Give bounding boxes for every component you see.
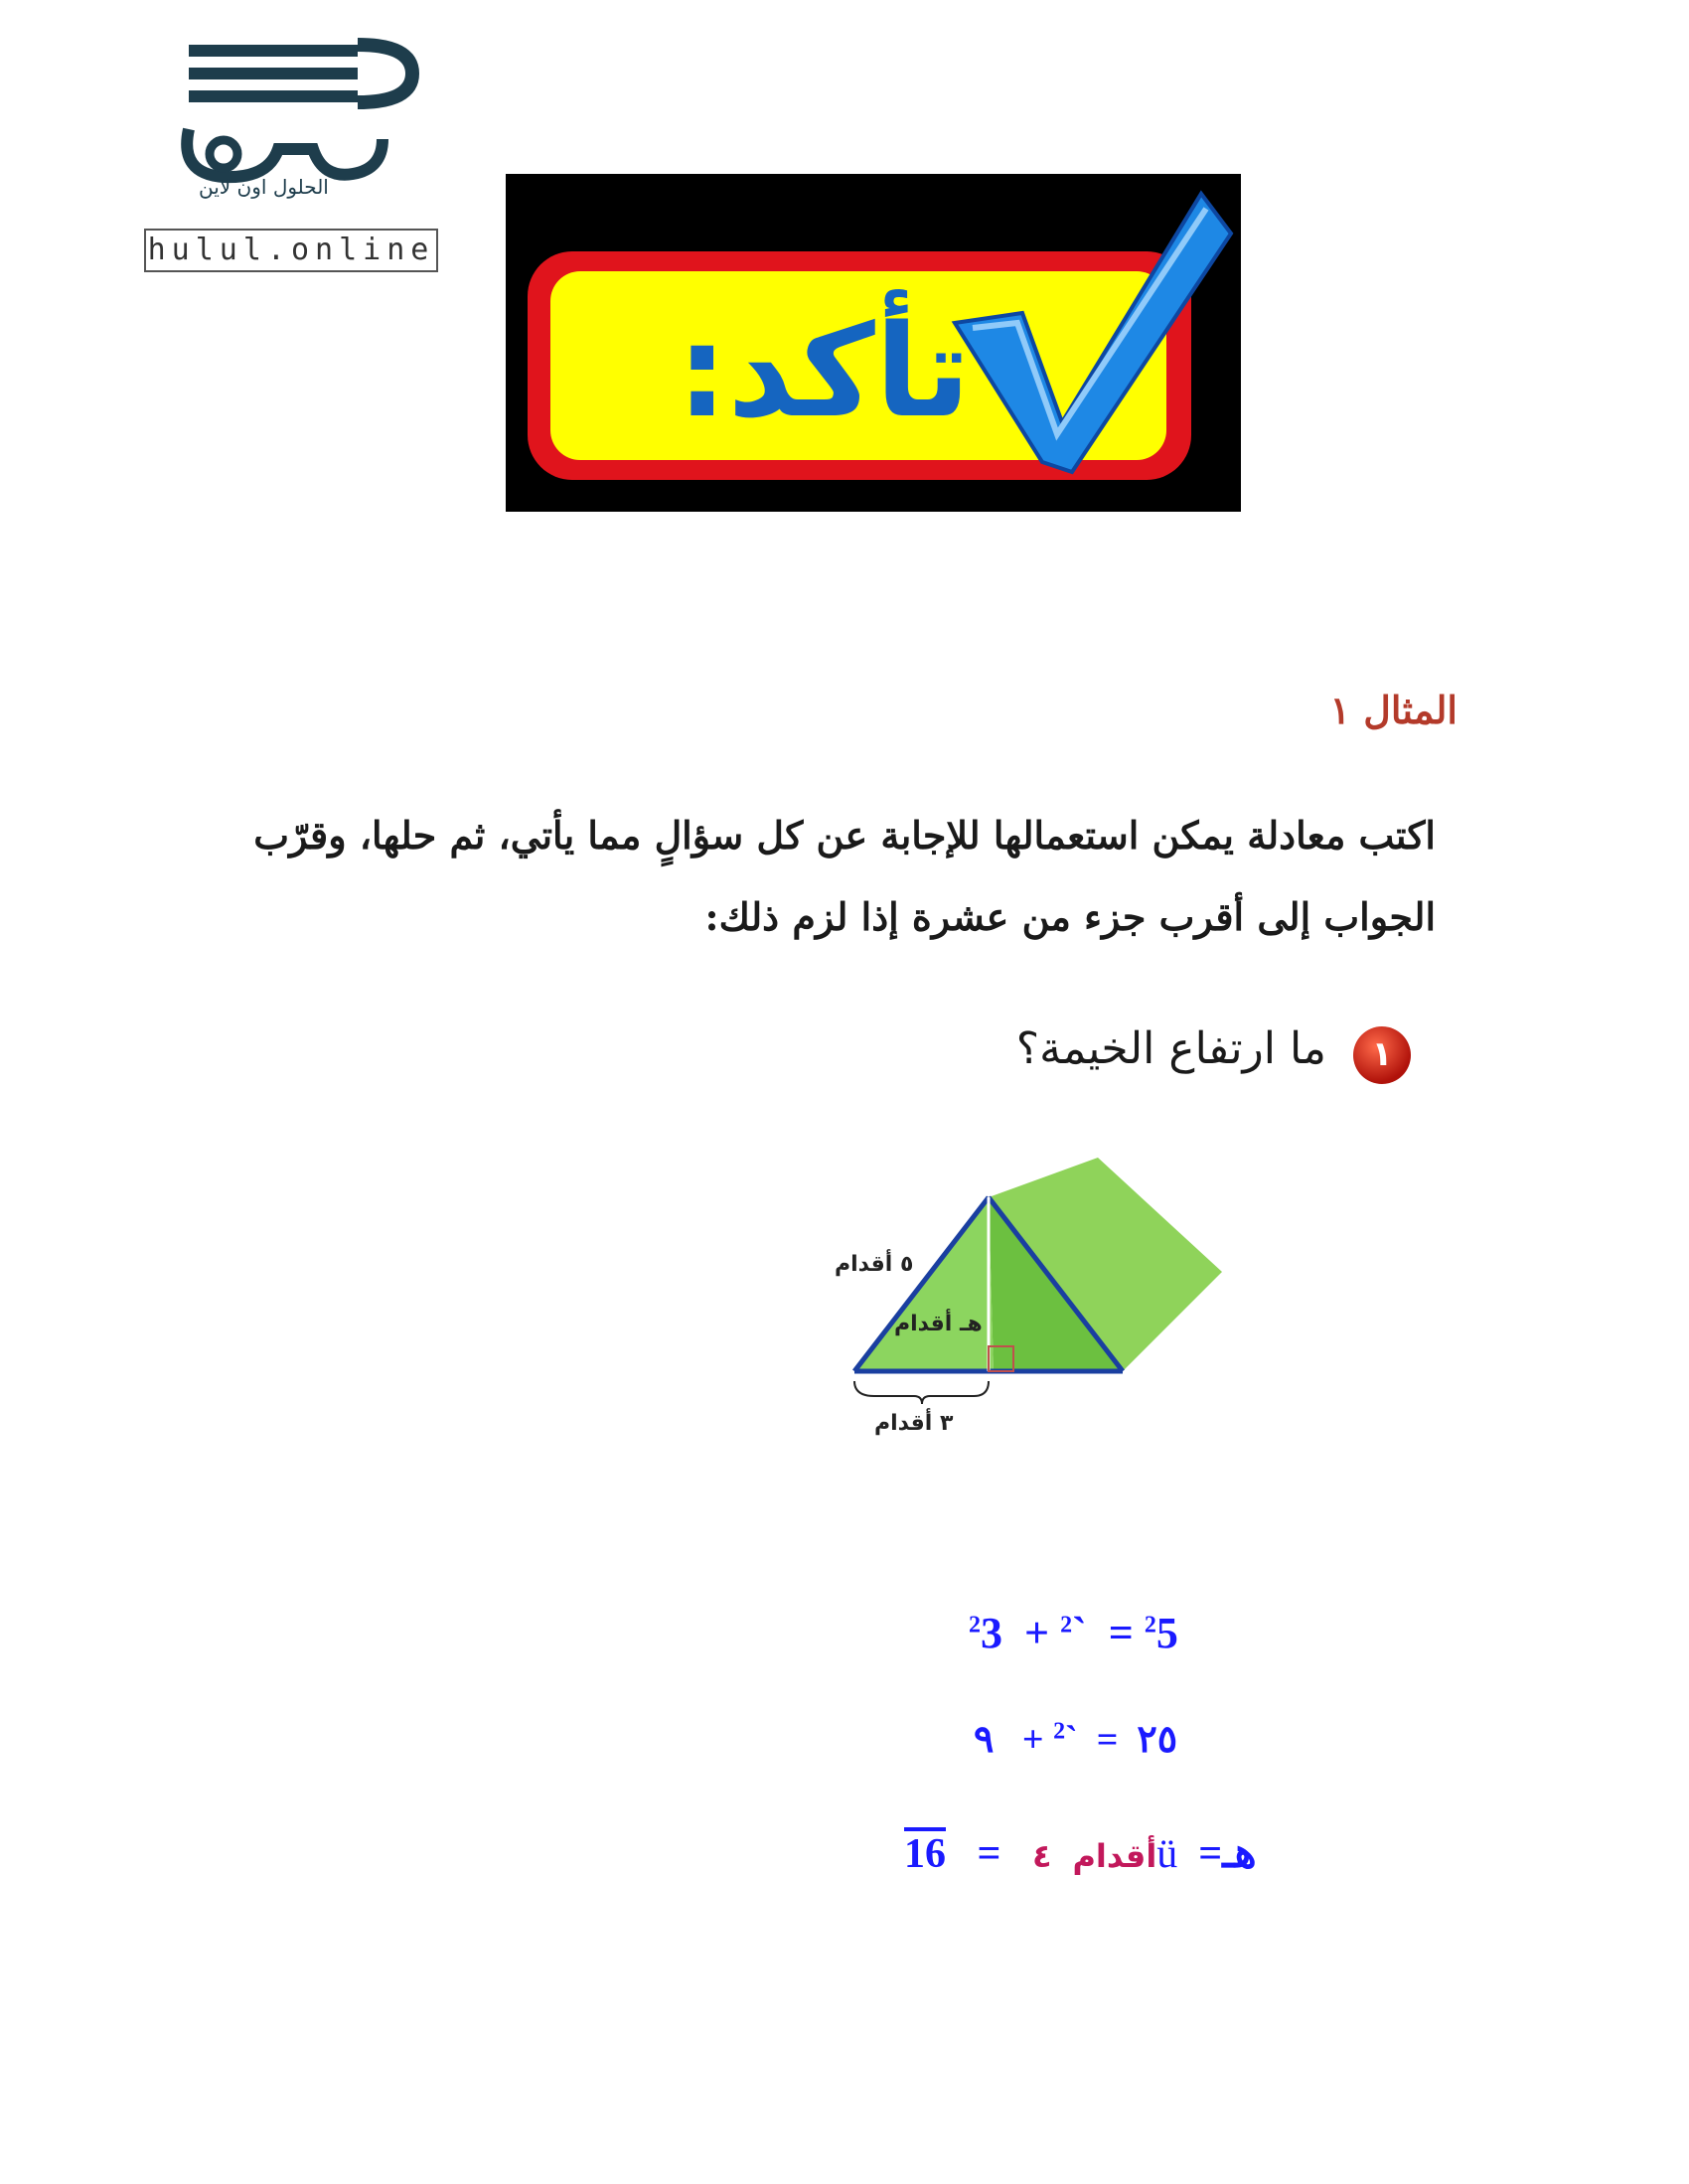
logo-site-url: hulul.online — [144, 229, 438, 272]
check-banner — [506, 174, 1241, 512]
tent-height-label: هـ أقدام — [894, 1312, 983, 1336]
equation-pythagorean: $^2$3 + $^2$` = $^2$5 — [969, 1609, 1178, 1657]
equation-substituted: ٩ + $^2$` = ٢٥ — [974, 1718, 1178, 1761]
example-title: المثال ١ — [1329, 688, 1458, 732]
instruction-text: اكتب معادلة يمكن استعمالها للإجابة عن كل سؤالٍ مما يأتي، ثم حلها، وقرّب الجواب إلى أقرب جزء من عشرة إذا لزم ذلك: — [253, 813, 1436, 939]
question-text: ما ارتفاع الخيمة؟ — [1015, 1023, 1326, 1074]
question-number-badge: ١ — [1353, 1026, 1411, 1084]
equation-solution: أقدام ٤ = 16 ü =هـ — [904, 1831, 1257, 1877]
tent-base-label: ٣ أقدام — [874, 1411, 954, 1436]
tent-diagram — [815, 1143, 1232, 1471]
banner-title: تأكد: — [677, 298, 971, 446]
logo-tagline: الحلول اون لاين — [199, 175, 329, 199]
tent-slant-label: ٥ أقدام — [835, 1252, 914, 1277]
